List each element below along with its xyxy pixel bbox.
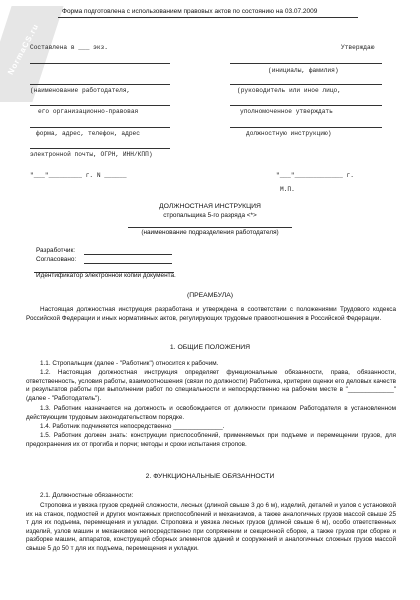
compiled-copies: Составлена в ___ экз. — [30, 44, 108, 51]
section1-heading: 1. ОБЩИЕ ПОЛОЖЕНИЯ — [169, 344, 251, 351]
approve-label: Утверждаю — [341, 44, 375, 51]
identifier-text: Идентификатор электронной копии документа. — [36, 272, 176, 279]
initials-caption: (инициалы, фамилия) — [268, 67, 339, 74]
rule — [230, 63, 382, 64]
watermark-text: NormaCS.ru — [6, 21, 41, 77]
authorized-caption: уполномоченное утверждать — [240, 108, 333, 115]
developer-rule — [84, 254, 172, 255]
section1-p5: 1.5. Работник должен знать: конструкции приспособлений, применяемых при подъеме и перемещении грузов, для предохранения их от прогиба и порчи; методы и сроки испытания стропов. — [26, 432, 396, 448]
banner-rule — [58, 17, 358, 18]
date-number-line: "___"_________ г. N ______ — [30, 172, 127, 179]
section1-p4: 1.4. Работник подчиняется непосредственно ______________. — [40, 423, 225, 430]
department-caption: (наименование подразделения работодателя) — [141, 229, 279, 236]
instruction-caption: должностную инструкцию) — [246, 130, 332, 137]
head-caption: (руководитель или иное лицо, — [237, 87, 341, 94]
seal-place: М.П. — [280, 186, 295, 193]
section1-p1: 1.1. Стропальщик (далее - "Работник") относится к рабочим. — [40, 360, 219, 367]
section1-p3: 1.3. Работник назначается на должность и освобождается от должности приказом Работодателя в установленном действующим трудовым законодательством порядке. — [26, 405, 396, 421]
org-email-caption: электронной почты, ОГРН, ИНН/КПП) — [30, 151, 153, 158]
rule — [230, 127, 382, 128]
org-address-caption: форма, адрес, телефон, адрес — [36, 130, 140, 137]
document-subtitle: стропальщика 5-го разряда <*> — [163, 212, 257, 219]
rule — [30, 127, 170, 128]
rule — [30, 84, 170, 85]
department-rule — [128, 227, 292, 228]
rule — [230, 105, 382, 106]
document-title: ДОЛЖНОСТНАЯ ИНСТРУКЦИЯ — [159, 203, 261, 210]
developer-label: Разработчик: — [36, 247, 76, 254]
rule — [230, 84, 382, 85]
section2-p2: Строповка и увязка грузов средней сложности, лесных (длиной свыше 3 до 6 м), изделий, деталей и узлов с установкой их на станок, подмостей и других монтажных приспособлений и механизмов, а также аналогичных грузов массой свыше 25 т для их подъема, перемещения и укладки. Строповка и увязка лесных грузов (длиной свыше 6 м), особо ответственных изделий, узлов машин и механизмов непосредственно при сопряжении и секционной сборке, а также грузов при сборке и разборке машин, аппаратов, конструкций сборных элементов зданий и сооружений и аналогичных сложных грузов массой свыше 5 до 50 т для их подъема, перемещения и укладки. — [26, 502, 396, 552]
org-name-caption: (наименование работодателя, — [30, 87, 131, 94]
rule — [30, 105, 170, 106]
agreed-label: Согласовано: — [36, 256, 77, 263]
preamble-heading: (ПРЕАМБУЛА) — [186, 292, 234, 299]
rule — [30, 148, 170, 149]
agreed-rule — [84, 263, 172, 264]
org-form-caption: его организационно-правовая — [38, 108, 139, 115]
preamble-text: Настоящая должностная инструкция разработана и утверждена в соответствии с положениями Трудового кодекса Российской Федерации и иных нормативных актов, регулирующих трудовые правоотношения в Российской Федерации. — [26, 306, 396, 322]
banner-text: Форма подготовлена с использованием правовых актов по состоянию на 03.07.2009 — [62, 8, 318, 15]
section2-p1: 2.1. Должностные обязанности: — [40, 492, 134, 499]
section1-p2: 1.2. Настоящая должностная инструкция определяет функциональные обязанности, права, обязанности, ответственность, условия работы, взаимоотношения (связи по должности) Работника, критерии оценки его деловых качеств и результатов работы при выполнении работ по специальности и непосредственно на рабочем месте в "_____________" (далее - "Работодатель"). — [26, 369, 396, 402]
rule — [30, 63, 170, 64]
approve-date-line: "___"_____________ г. — [276, 172, 354, 179]
section2-heading: 2. ФУНКЦИОНАЛЬНЫЕ ОБЯЗАННОСТИ — [145, 473, 275, 480]
